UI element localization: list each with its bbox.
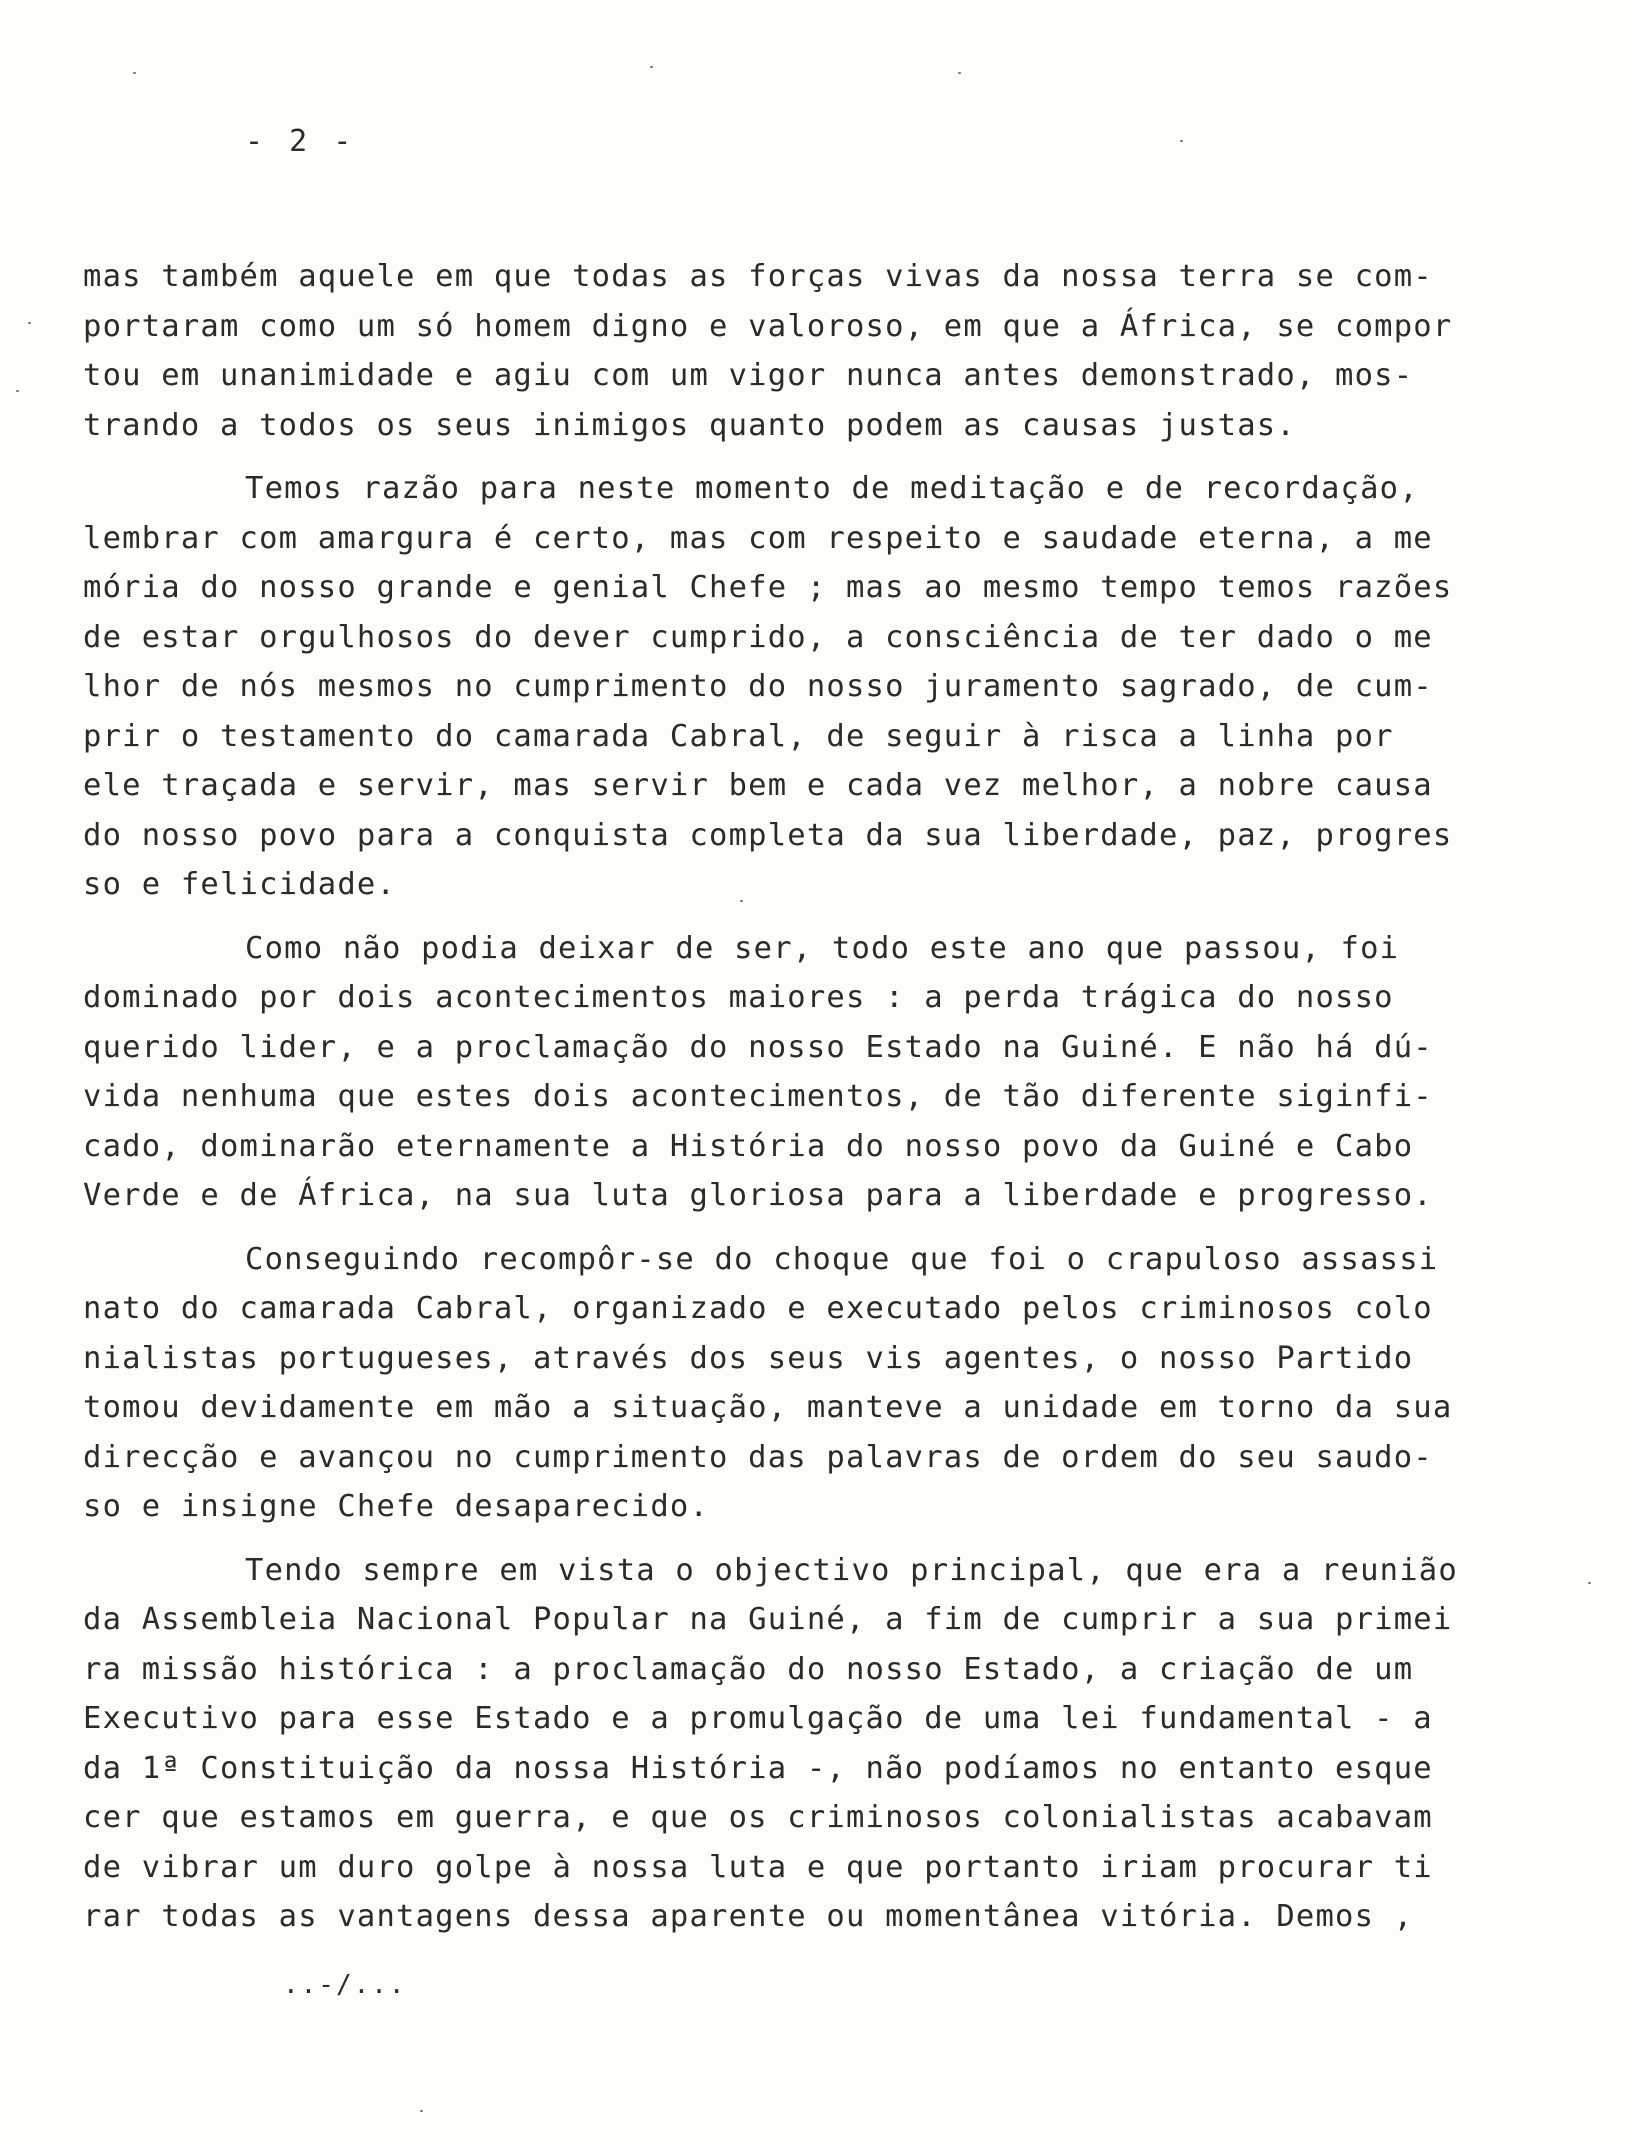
text-line: Verde e de África, na sua luta gloriosa para a liberdade e progresso. bbox=[83, 1178, 1433, 1213]
text-line: Temos razão para neste momento de meditação e de recordação, bbox=[245, 471, 1419, 506]
text-line: dominado por dois acontecimentos maiores : a perda trágica do nosso bbox=[83, 980, 1394, 1015]
paragraph bbox=[83, 924, 1483, 1221]
text-line: trando a todos os seus inimigos quanto podem as causas justas. bbox=[83, 407, 1296, 443]
text-line: Executivo para esse Estado e a promulgação de uma lei fundamental - a bbox=[83, 1701, 1433, 1736]
text-line: de vibrar um duro golpe à nossa luta e que portanto iriam procurar ti bbox=[83, 1849, 1433, 1885]
text-line: Tendo sempre em vista o objectivo principal, que era a reunião bbox=[245, 1552, 1458, 1588]
scan-speck bbox=[420, 2110, 423, 2112]
text-line: tomou devidamente em mão a situação, manteve a unidade em torno da sua bbox=[83, 1390, 1453, 1425]
scan-speck bbox=[28, 322, 31, 324]
text-line: mória do nosso grande e genial Chefe ; mas ao mesmo tempo temos razões bbox=[83, 570, 1453, 605]
text-line: lhor de nós mesmos no cumprimento do nosso juramento sagrado, de cum- bbox=[83, 669, 1433, 704]
scan-speck bbox=[133, 72, 136, 74]
text-line: rar todas as vantagens dessa aparente ou momentânea vitória. Demos , bbox=[83, 1899, 1414, 1934]
text-line: cer que estamos em guerra, e que os criminosos colonialistas acabavam bbox=[83, 1800, 1433, 1835]
text-line: direcção e avançou no cumprimento das palavras de ordem do seu saudo- bbox=[83, 1439, 1433, 1475]
text-line: Como não podia deixar de ser, todo este ano que passou, foi bbox=[245, 930, 1400, 966]
scan-speck bbox=[1588, 1582, 1591, 1584]
paragraph bbox=[83, 464, 1483, 910]
text-line: prir o testamento do camarada Cabral, de seguir à risca a linha por bbox=[83, 718, 1394, 754]
text-line: vida nenhuma que estes dois acontecimentos, de tão diferente siginfi- bbox=[83, 1079, 1433, 1114]
scan-speck bbox=[958, 72, 961, 74]
paragraph bbox=[83, 252, 1483, 450]
text-line: querido lider, e a proclamação do nosso Estado na Guiné. E não há dú- bbox=[83, 1029, 1433, 1065]
text-line: ele traçada e servir, mas servir bem e cada vez melhor, a nobre causa bbox=[83, 768, 1433, 803]
text-line: Conseguindo recompôr-se do choque que foi o crapuloso assassi bbox=[245, 1241, 1439, 1277]
document-body bbox=[83, 252, 1483, 1956]
text-line: so e insigne Chefe desaparecido. bbox=[83, 1489, 710, 1524]
text-line: tou em unanimidade e agiu com um vigor nunca antes demonstrado, mos- bbox=[83, 358, 1414, 393]
text-line: lembrar com amargura é certo, mas com respeito e saudade eterna, a me bbox=[83, 520, 1433, 556]
scan-speck bbox=[740, 900, 743, 902]
text-line: ra missão histórica : a proclamação do nosso Estado, a criação de um bbox=[83, 1651, 1414, 1687]
text-line: nialistas portugueses, através dos seus vis agentes, o nosso Partido bbox=[83, 1340, 1414, 1376]
paragraph bbox=[83, 1546, 1483, 1942]
text-line: portaram como um só homem digno e valoroso, em que a África, se compor bbox=[83, 308, 1453, 344]
paragraph bbox=[83, 1235, 1483, 1532]
scan-speck bbox=[16, 390, 19, 392]
text-line: de estar orgulhosos do dever cumprido, a consciência de ter dado o me bbox=[83, 619, 1433, 655]
text-line: mas também aquele em que todas as forças vivas da nossa terra se com- bbox=[83, 259, 1433, 294]
text-line: da Assembleia Nacional Popular na Guiné, a fim de cumprir a sua primei bbox=[83, 1602, 1453, 1637]
text-line: do nosso povo para a conquista completa da sua liberdade, paz, progres bbox=[83, 817, 1453, 853]
text-line: da 1ª Constituição da nossa História -, não podíamos no entanto esque bbox=[83, 1750, 1433, 1786]
text-line: so e felicidade. bbox=[83, 867, 397, 902]
page-number: - 2 - bbox=[245, 124, 356, 159]
scan-speck bbox=[650, 66, 653, 68]
text-line: nato do camarada Cabral, organizado e executado pelos criminosos colo bbox=[83, 1291, 1433, 1326]
scan-speck bbox=[1180, 140, 1183, 142]
text-line: cado, dominarão eternamente a História do nosso povo da Guiné e Cabo bbox=[83, 1128, 1414, 1164]
continuation-mark: ..-/... bbox=[283, 1970, 407, 2000]
